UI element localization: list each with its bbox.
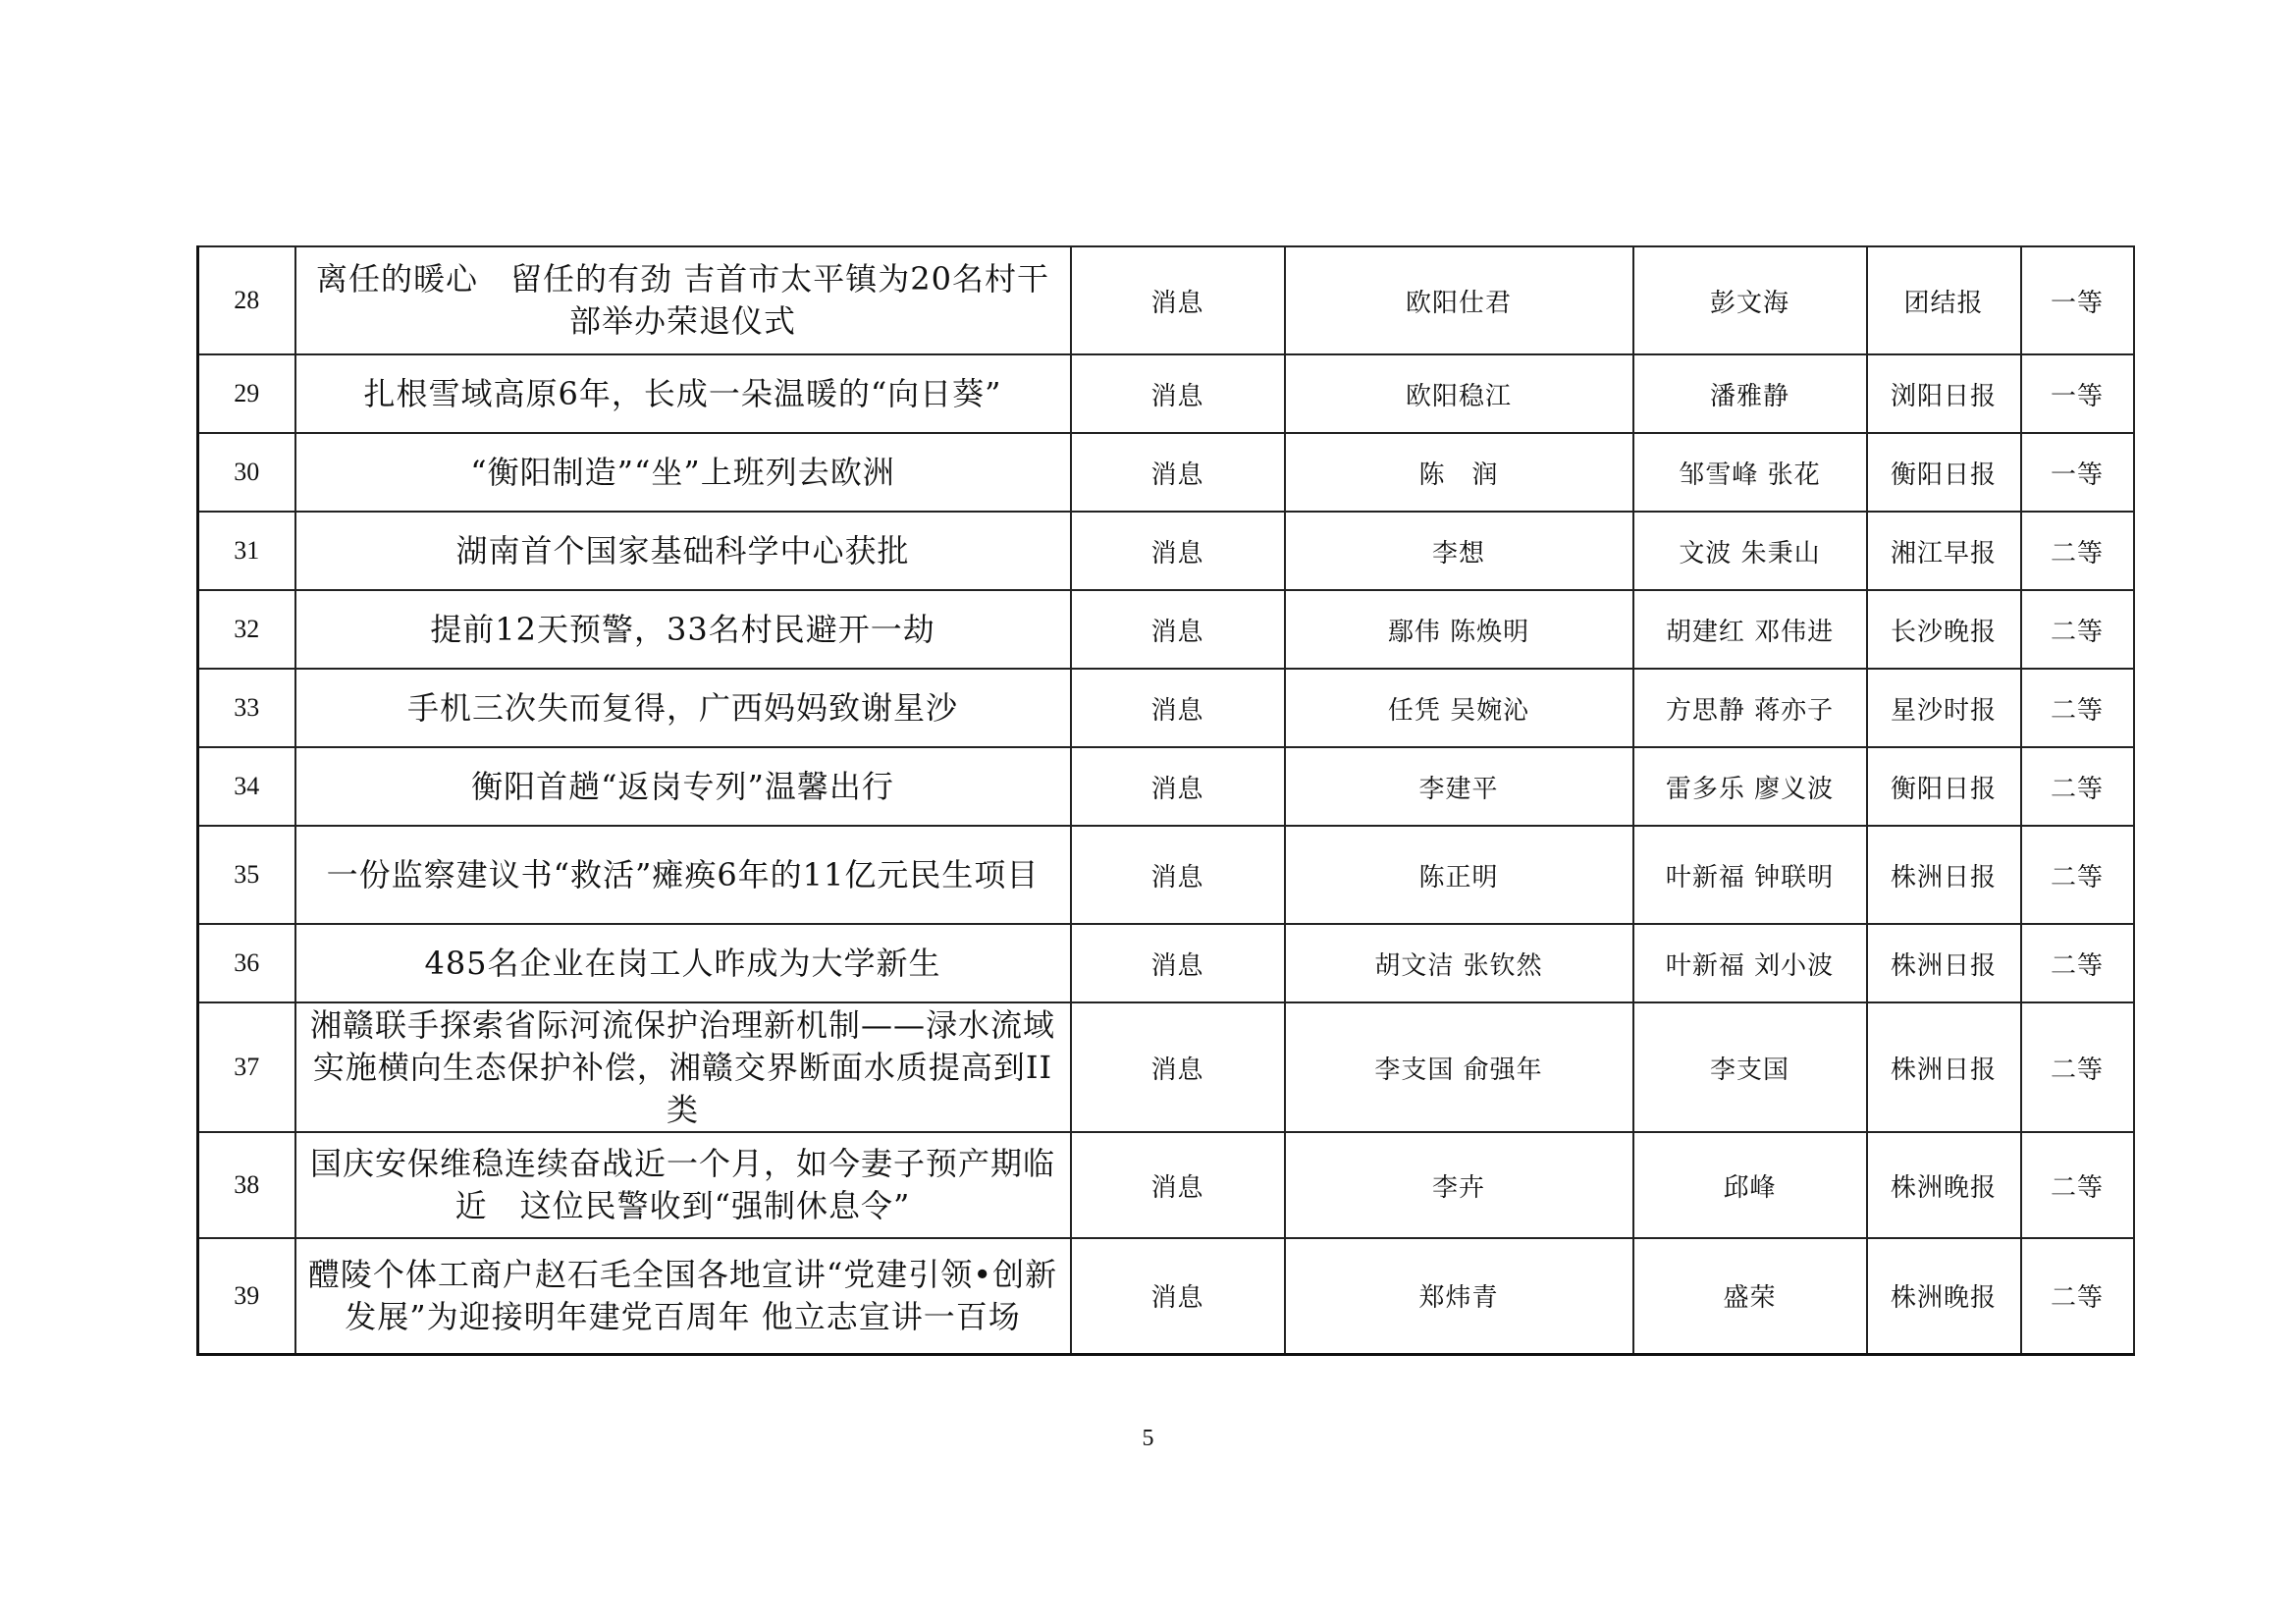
table-row: [198, 1002, 2134, 1132]
article-title: “衡阳制造”“坐”上班列去欧洲: [295, 433, 1071, 512]
table-row: [198, 590, 2134, 669]
article-editor: 李支国: [1633, 1002, 1867, 1132]
article-type: 消息: [1071, 1238, 1285, 1354]
article-type: 消息: [1071, 669, 1285, 747]
article-title: 手机三次失而复得，广西妈妈致谢星沙: [295, 669, 1071, 747]
table-row: [198, 246, 2134, 354]
award-grade: 一等: [2021, 246, 2134, 354]
article-title: 离任的暖心 留任的有劲 吉首市太平镇为20名村干部举办荣退仪式: [295, 246, 1071, 354]
row-number: 30: [198, 433, 295, 512]
row-number: 32: [198, 590, 295, 669]
award-grade: 二等: [2021, 747, 2134, 826]
article-type: 消息: [1071, 924, 1285, 1002]
table-row: [198, 826, 2134, 924]
row-number: 33: [198, 669, 295, 747]
article-title: 湘赣联手探索省际河流保护治理新机制——渌水流域实施横向生态保护补偿，湘赣交界断面水质提高到II类: [295, 1002, 1071, 1132]
article-title: 醴陵个体工商户赵石毛全国各地宣讲“党建引领•创新发展”为迎接明年建党百周年 他立志宣讲一百场: [295, 1238, 1071, 1354]
article-type: 消息: [1071, 747, 1285, 826]
award-grade: 一等: [2021, 354, 2134, 433]
article-title: 扎根雪域高原6年，长成一朵温暖的“向日葵”: [295, 354, 1071, 433]
article-author: 李支国 俞强年: [1285, 1002, 1633, 1132]
article-type: 消息: [1071, 1132, 1285, 1238]
article-author: 陈 润: [1285, 433, 1633, 512]
newspaper-name: 株洲晚报: [1867, 1132, 2021, 1238]
row-number: 28: [198, 246, 295, 354]
row-number: 38: [198, 1132, 295, 1238]
award-grade: 二等: [2021, 1238, 2134, 1354]
article-author: 欧阳稳江: [1285, 354, 1633, 433]
newspaper-name: 株洲日报: [1867, 924, 2021, 1002]
article-author: 郑炜青: [1285, 1238, 1633, 1354]
article-editor: 文波 朱秉山: [1633, 512, 1867, 590]
row-number: 39: [198, 1238, 295, 1354]
article-title: 衡阳首趟“返岗专列”温馨出行: [295, 747, 1071, 826]
newspaper-name: 株洲日报: [1867, 826, 2021, 924]
article-type: 消息: [1071, 512, 1285, 590]
article-author: 鄢伟 陈焕明: [1285, 590, 1633, 669]
row-number: 29: [198, 354, 295, 433]
row-number: 36: [198, 924, 295, 1002]
article-title: 提前12天预警，33名村民避开一劫: [295, 590, 1071, 669]
newspaper-name: 衡阳日报: [1867, 433, 2021, 512]
award-grade: 二等: [2021, 669, 2134, 747]
article-editor: 胡建红 邓伟进: [1633, 590, 1867, 669]
table-row: [198, 512, 2134, 590]
article-editor: 邹雪峰 张花: [1633, 433, 1867, 512]
article-editor: 方思静 蒋亦子: [1633, 669, 1867, 747]
table-row: [198, 924, 2134, 1002]
newspaper-name: 株洲日报: [1867, 1002, 2021, 1132]
award-grade: 二等: [2021, 1002, 2134, 1132]
article-type: 消息: [1071, 826, 1285, 924]
newspaper-name: 衡阳日报: [1867, 747, 2021, 826]
table-row: [198, 1132, 2134, 1238]
article-editor: 盛荣: [1633, 1238, 1867, 1354]
article-author: 胡文洁 张钦然: [1285, 924, 1633, 1002]
row-number: 37: [198, 1002, 295, 1132]
article-type: 消息: [1071, 1002, 1285, 1132]
newspaper-name: 团结报: [1867, 246, 2021, 354]
row-number: 31: [198, 512, 295, 590]
award-grade: 一等: [2021, 433, 2134, 512]
article-title: 国庆安保维稳连续奋战近一个月，如今妻子预产期临近 这位民警收到“强制休息令”: [295, 1132, 1071, 1238]
table-row: [198, 354, 2134, 433]
article-type: 消息: [1071, 590, 1285, 669]
page-number: 5: [1142, 1426, 1154, 1451]
article-editor: 潘雅静: [1633, 354, 1867, 433]
row-number: 34: [198, 747, 295, 826]
article-type: 消息: [1071, 354, 1285, 433]
article-editor: 彭文海: [1633, 246, 1867, 354]
table-row: [198, 1238, 2134, 1354]
article-type: 消息: [1071, 246, 1285, 354]
newspaper-name: 株洲晚报: [1867, 1238, 2021, 1354]
award-grade: 二等: [2021, 924, 2134, 1002]
row-number: 35: [198, 826, 295, 924]
article-title: 湖南首个国家基础科学中心获批: [295, 512, 1071, 590]
article-title: 485名企业在岗工人昨成为大学新生: [295, 924, 1071, 1002]
award-grade: 二等: [2021, 512, 2134, 590]
article-author: 李卉: [1285, 1132, 1633, 1238]
article-author: 欧阳仕君: [1285, 246, 1633, 354]
newspaper-name: 长沙晚报: [1867, 590, 2021, 669]
article-editor: 雷多乐 廖义波: [1633, 747, 1867, 826]
article-author: 李建平: [1285, 747, 1633, 826]
newspaper-name: 湘江早报: [1867, 512, 2021, 590]
award-grade: 二等: [2021, 826, 2134, 924]
article-author: 陈正明: [1285, 826, 1633, 924]
article-author: 任凭 吴婉沁: [1285, 669, 1633, 747]
award-grade: 二等: [2021, 590, 2134, 669]
article-author: 李想: [1285, 512, 1633, 590]
table-row: [198, 669, 2134, 747]
award-table: [196, 245, 2135, 1356]
article-editor: 叶新福 刘小波: [1633, 924, 1867, 1002]
newspaper-name: 星沙时报: [1867, 669, 2021, 747]
article-type: 消息: [1071, 433, 1285, 512]
award-grade: 二等: [2021, 1132, 2134, 1238]
table-row: [198, 747, 2134, 826]
table-row: [198, 433, 2134, 512]
article-editor: 邱峰: [1633, 1132, 1867, 1238]
newspaper-name: 浏阳日报: [1867, 354, 2021, 433]
article-editor: 叶新福 钟联明: [1633, 826, 1867, 924]
article-title: 一份监察建议书“救活”瘫痪6年的11亿元民生项目: [295, 826, 1071, 924]
